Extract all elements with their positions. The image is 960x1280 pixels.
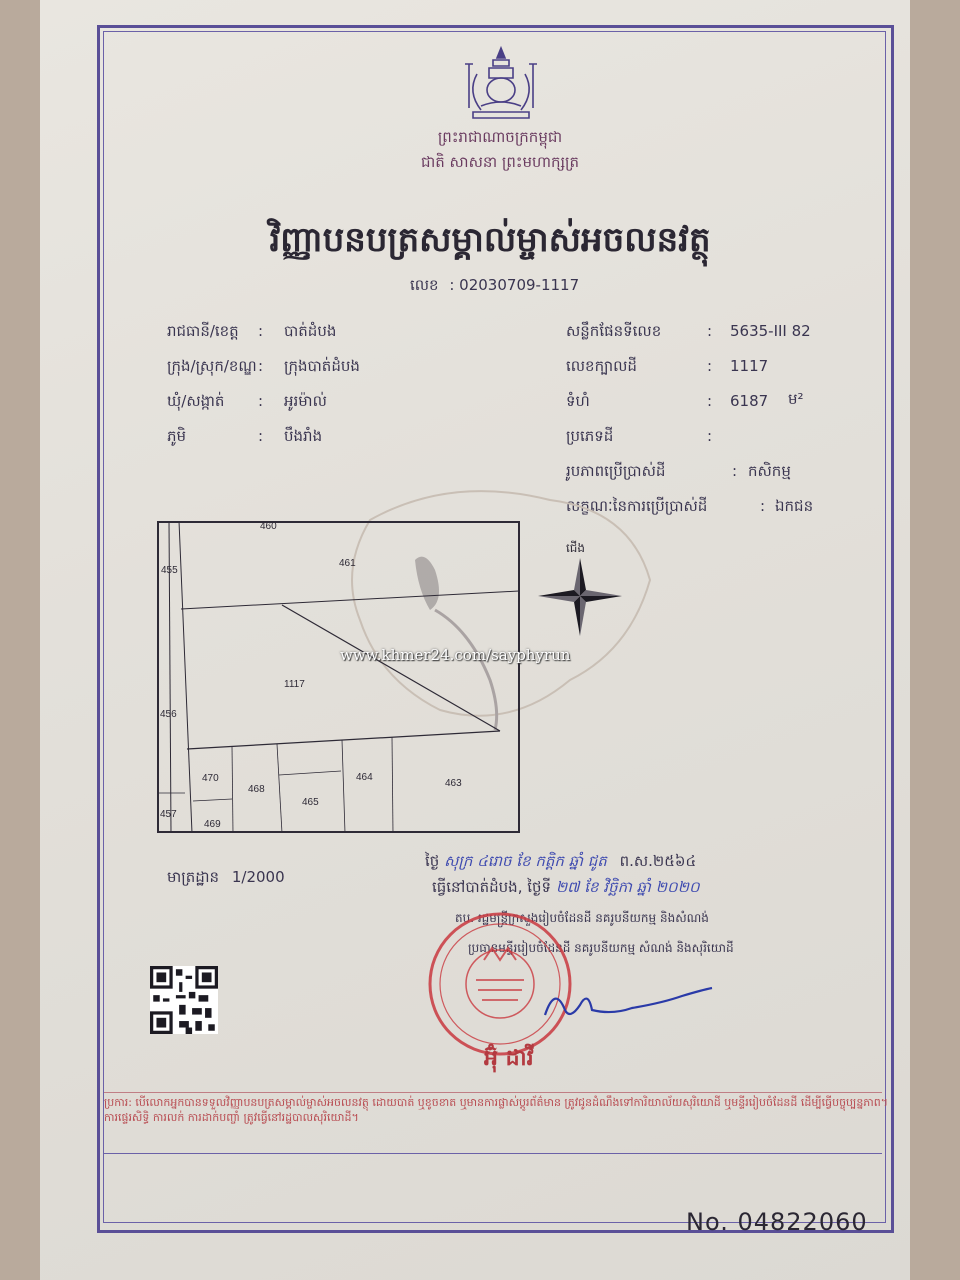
- map-sheet-label: សន្លឹកផែនទីលេខ: [566, 322, 662, 340]
- signatory-name: អ៊ុំ ដាវី: [484, 1046, 534, 1071]
- parcel-label: 470: [202, 773, 219, 784]
- parcel-label: 465: [302, 797, 319, 808]
- ownership-label: លក្ខណៈនៃការប្រើប្រាស់ដី: [566, 497, 708, 515]
- cadastral-map: [157, 521, 520, 833]
- signatory-line-2: ប្រធានមន្ទីររៀបចំដែនដី នគរូបនីយកម្ម សំណង់ និងសុរិយោដី: [468, 941, 734, 955]
- signatory-line-1: តប. រដ្ឋមន្ត្រីក្រសួងរៀបចំដែនដី នគរូបនីយកម្ម និងសំណង់: [455, 911, 709, 925]
- website-watermark: www.khmer24.com/sayphyrun: [340, 646, 571, 664]
- parcel-label: 461: [339, 558, 356, 569]
- parcel-number-label: លេខក្បាលដី: [566, 357, 637, 375]
- parcel-number-value: 1117: [730, 357, 769, 375]
- royal-emblem-icon: [455, 44, 547, 122]
- land-use-label: រូបភាពប្រើប្រាស់ដី: [566, 462, 666, 480]
- notice-divider: [104, 1092, 882, 1093]
- province-value: បាត់ដំបង: [284, 322, 337, 340]
- lunar-date: [425, 852, 696, 874]
- kingdom-header: ព្រះរាជាណាចក្រកម្ពុជា: [437, 128, 563, 146]
- number-value: : 02030709-1117: [449, 276, 580, 294]
- motto-header: ជាតិ សាសនា ព្រះមហាក្សត្រ: [420, 153, 580, 171]
- village-value: បឹងរាំង: [284, 427, 323, 445]
- ownership-value: ឯកជន: [775, 497, 814, 515]
- map-sheet-value: 5635-III 82: [730, 322, 811, 340]
- handwritten-signature: [540, 985, 720, 1025]
- area-value: 6187: [730, 392, 769, 410]
- date-prefix: ថ្ងៃ: [425, 852, 440, 870]
- land-use-value: កសិកម្ម: [748, 462, 791, 480]
- bottom-divider: [104, 1153, 882, 1154]
- serial-number: No. 04822060: [686, 1208, 868, 1236]
- parcel-label: 463: [445, 778, 462, 789]
- parcel-label: 457: [160, 809, 177, 820]
- parcel-label: 455: [161, 565, 178, 576]
- area-unit: ម²: [788, 390, 804, 408]
- commune-label: ឃុំ/សង្កាត់: [167, 392, 225, 410]
- lunar-date-handwritten: សុក្រ ៤រោច ខែ កត្តិក ឆ្នាំ ជូត: [444, 852, 607, 870]
- district-value: ក្រុងបាត់ដំបង: [284, 357, 360, 375]
- parcel-label: 456: [160, 709, 177, 720]
- village-label: ភូមិ: [167, 427, 187, 445]
- north-label: ជើង: [566, 541, 586, 555]
- issue-place: ធ្វើនៅបាត់ដំបង, ថ្ងៃទី: [432, 878, 552, 896]
- north-arrow-icon: [536, 540, 626, 650]
- parcel-label: 460: [260, 521, 277, 532]
- area-label: ទំហំ: [566, 392, 590, 410]
- parcel-label-1117: 1117: [284, 679, 305, 690]
- map-scale: [167, 868, 285, 890]
- issue-date: [432, 878, 700, 900]
- parcel-label: 464: [356, 772, 373, 783]
- parcel-label: 469: [204, 819, 221, 830]
- certificate-number: [410, 276, 579, 298]
- province-label: រាជធានី/ខេត្ត: [167, 322, 239, 340]
- certificate-title: វិញ្ញាបនបត្រសម្គាល់ម្ចាស់អចលនវត្ថុ: [269, 220, 711, 260]
- commune-value: អូរម៉ាល់: [284, 392, 327, 410]
- issue-date-handwritten: ២៧ ខែ វិច្ឆិកា ឆ្នាំ ២០២០: [555, 878, 700, 896]
- number-label: លេខ: [410, 276, 439, 294]
- land-type-label: ប្រភេទដី: [566, 427, 614, 445]
- scale-value: 1/2000: [231, 868, 285, 886]
- buddhist-era: ព.ស.២៥៦៤: [619, 852, 697, 870]
- scale-label: មាត្រដ្ឋាន: [167, 868, 220, 886]
- qr-code: [150, 966, 218, 1034]
- district-label: ក្រុង/ស្រុក/ខណ្ឌ: [167, 357, 257, 375]
- official-seal-icon: [426, 910, 574, 1058]
- parcel-label: 468: [248, 784, 265, 795]
- legal-notice: ប្រការ: បើលោកអ្នកបានទទួលវិញ្ញាបនបត្រសម្គាល់ម្ចាស់អចលនវត្ថុ ដោយបាត់ ឬខូចខាត ឬមានការផ្លាស់ប្តូរព័ត៌មាន ត្រូវជូនដំណឹងទៅការិយាល័យសុរិយោដី ឬមន្ទីររៀបចំដែនដី ដើម្បីធ្វើបច្ចុប្បន្នភាព។ ការផ្ទេរសិទ្ធិ ការលក់ ការដាក់បញ្ចាំ ត្រូវធ្វើនៅរដ្ឋបាលសុរិយោដី។: [104, 1096, 889, 1124]
